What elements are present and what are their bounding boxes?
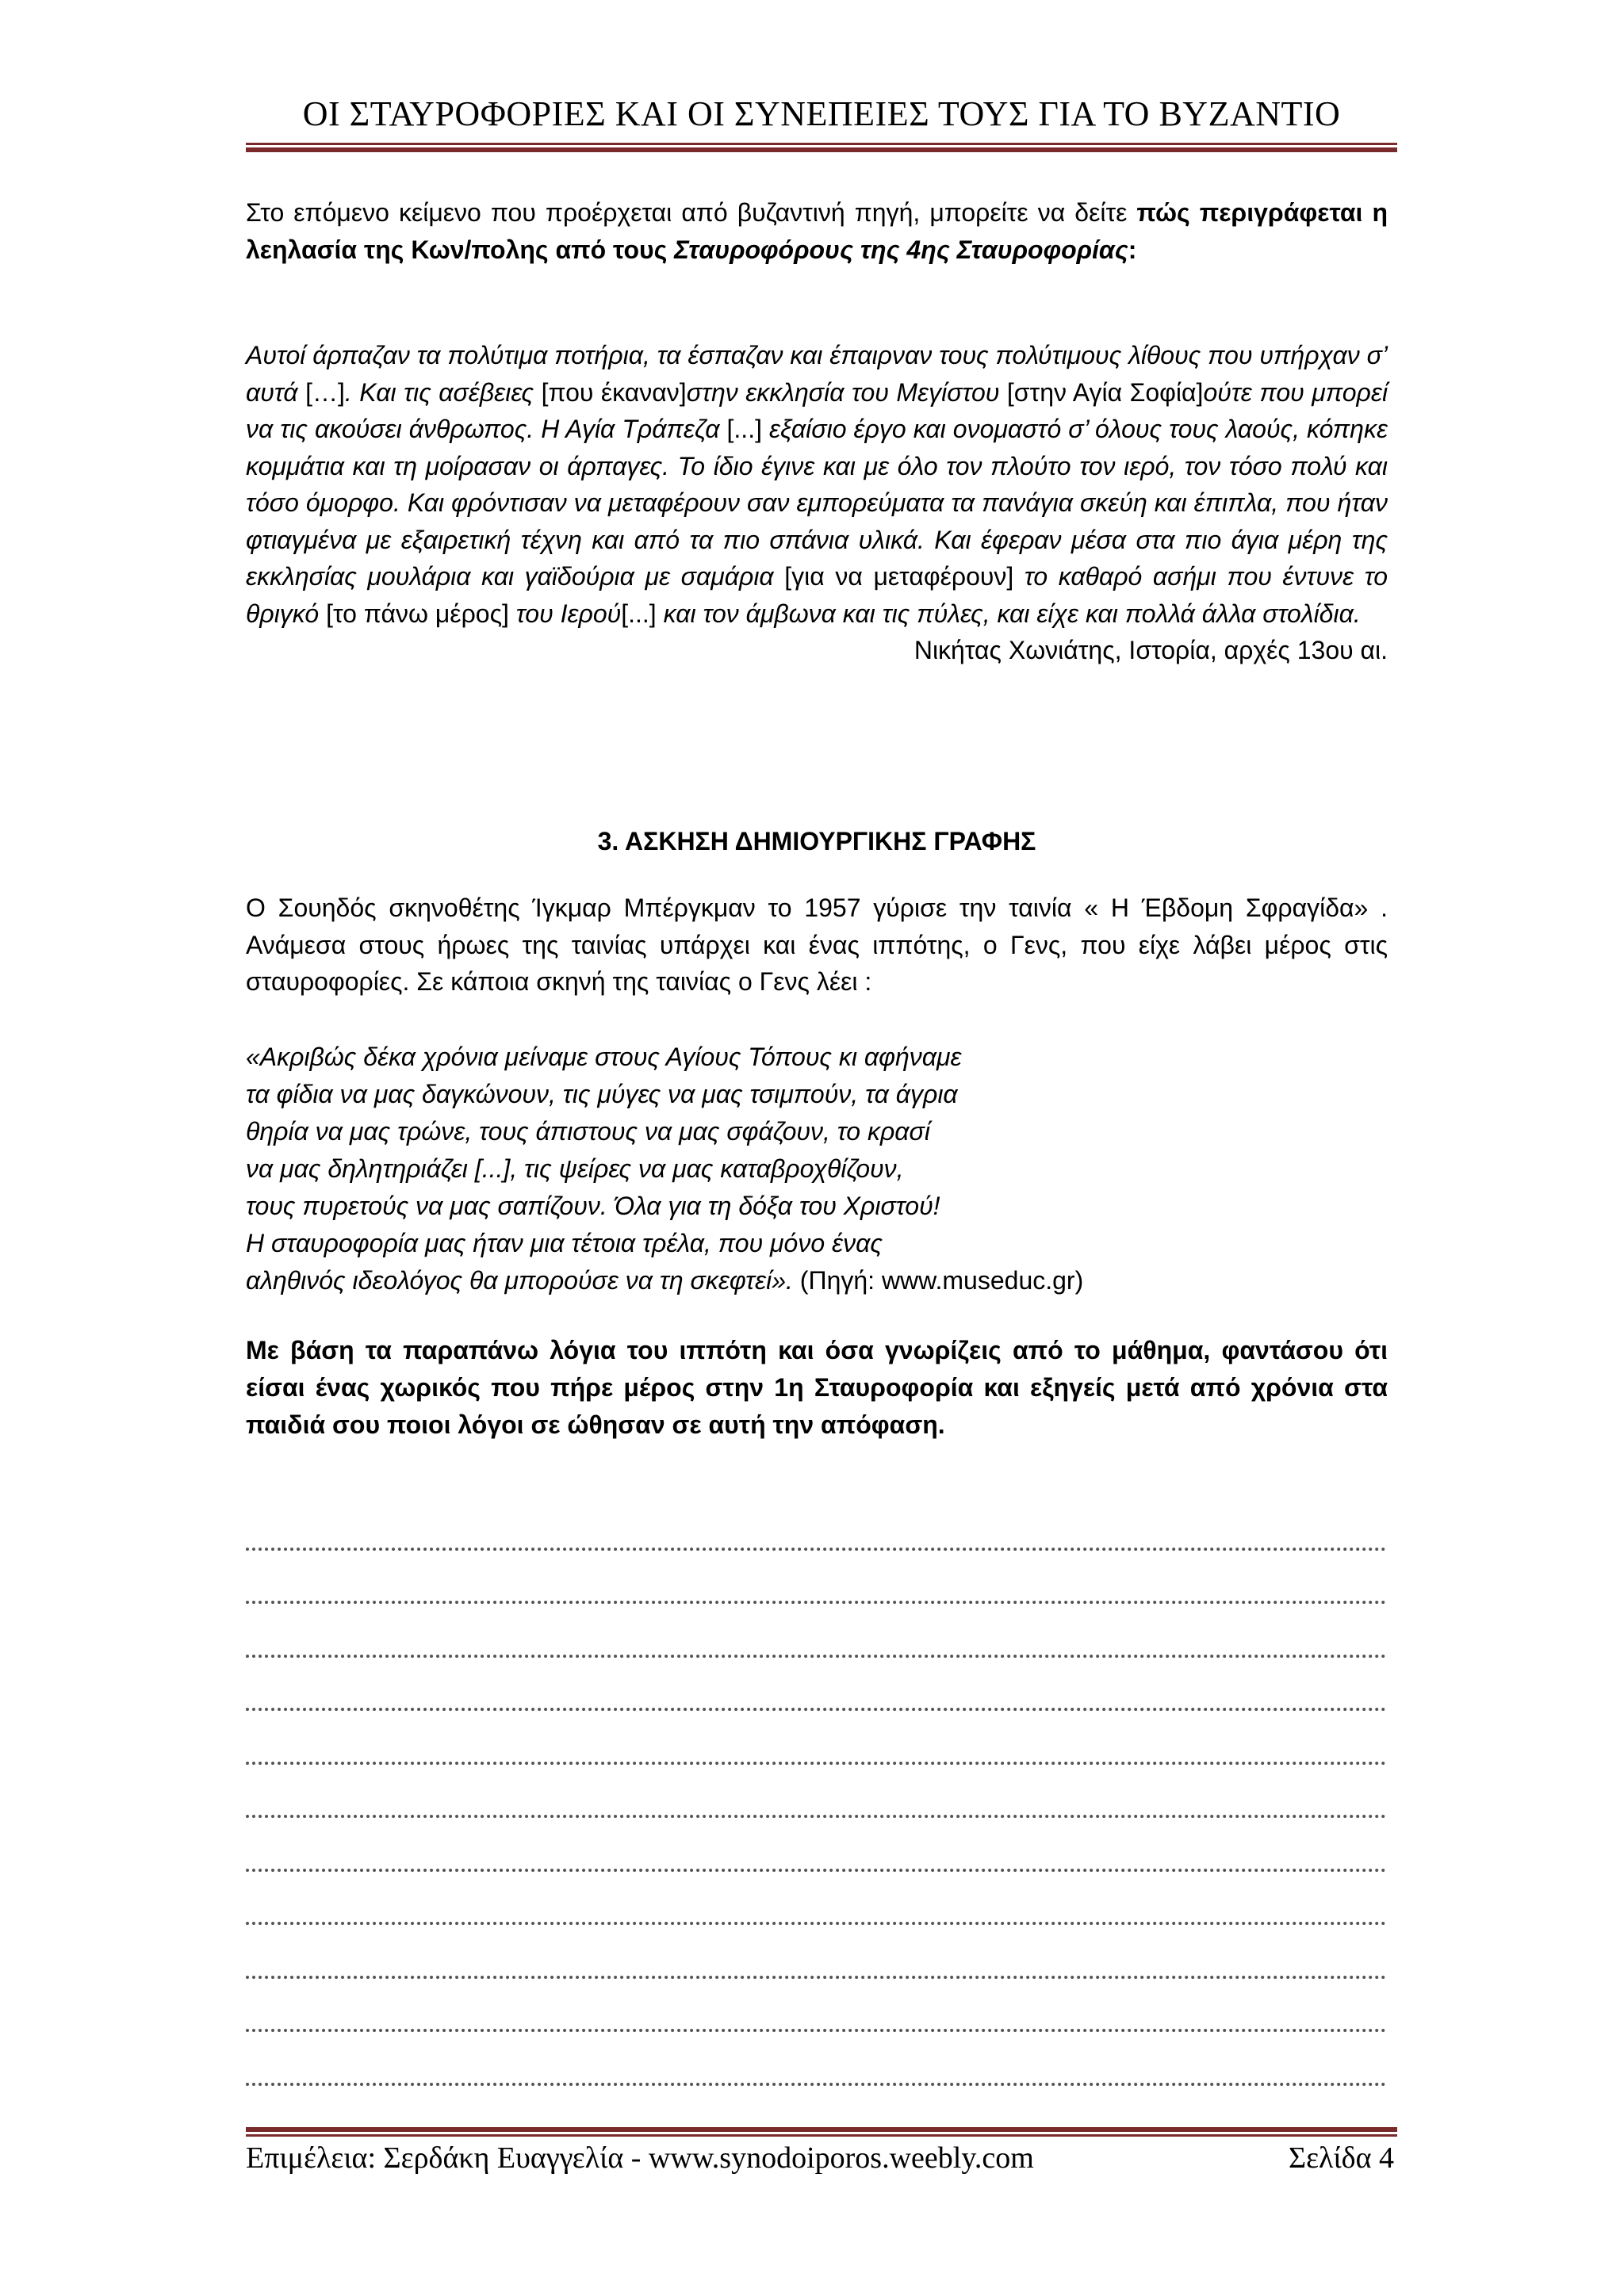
- intro-bold-text: πώς περιγράφεται η λεηλασία της Κων/πολης από τους: [246, 198, 1388, 264]
- quote-line: «Ακριβώς δέκα χρόνια μείναμε στους Αγίους Τόπους κι αφήναμε: [246, 1043, 962, 1071]
- excerpt-text: Αυτοί άρπαζαν τα πολύτιμα ποτήρια, τα έσπαζαν και έπαιρναν τους πολύτιμους λίθους που υπήρχαν σ’ αυτά: [246, 341, 1388, 407]
- answer-line[interactable]: [246, 1979, 1386, 2033]
- answer-line[interactable]: [246, 1925, 1386, 1979]
- answer-line[interactable]: [246, 1872, 1386, 1926]
- excerpt-text: το καθαρό ασήμι που έντυνε το θριγκό: [246, 562, 1388, 628]
- answer-line[interactable]: [246, 1551, 1386, 1605]
- excerpt-bracket: [που έκαναν]: [541, 377, 687, 407]
- footer-rule: [246, 2127, 1397, 2137]
- excerpt-source: Νικήτας Χωνιάτης, Ιστορία, αρχές 13ου αι.: [914, 636, 1388, 664]
- excerpt-text: . Και τις ασέβειες: [344, 377, 542, 407]
- excerpt-text: εξαίσιο έργο και ονομαστό σ’ όλους τους λαούς, κόπηκε κομμάτια και τη μοίρασαν οι άρπαγες. Το ίδιο έγινε και με όλο τον πλούτο τον ιερό, τον τόσο πολύ και τόσο όμορφο. Και φρόντισαν να μεταφέρουν σαν εμπορεύματα τα πανάγια σκεύη και έπιπλα, που ήταν φτιαγμένα με εξαιρετική τέχνη και από τα πιο σπάνια υλικά. Και έφεραν μέσα στα πιο άγια μέρη της εκκλησίας μουλάρια και γαϊδούρια με σαμάρια: [246, 415, 1388, 591]
- excerpt-text: ούτε που μπορεί να τις ακούσει άνθρωπος. Η Αγία Τράπεζα: [246, 377, 1388, 443]
- quote-line: τους πυρετούς να μας σαπίζουν. Όλα για τη δόξα του Χριστού!: [246, 1192, 940, 1220]
- answer-line[interactable]: [246, 1711, 1386, 1765]
- excerpt-text: και τον άμβωνα και τις πύλες, και είχε και πολλά άλλα στολίδια.: [656, 599, 1361, 628]
- source-excerpt: [246, 337, 1388, 669]
- answer-line[interactable]: [246, 1818, 1386, 1872]
- excerpt-text: του Ιερού: [508, 599, 622, 628]
- answer-area[interactable]: [246, 1497, 1386, 2086]
- intro-paragraph: [246, 194, 1388, 268]
- excerpt-bracket: […]: [305, 377, 345, 407]
- page-header-title: ΟΙ ΣΤΑΥΡΟΦΟΡΙΕΣ ΚΑΙ ΟΙ ΣΥΝΕΠΕΙΕΣ ΤΟΥΣ ΓΙΑ ΤΟ ΒΥΖΑΝΤΙΟ: [302, 94, 1341, 133]
- task-instructions: Με βάση τα παραπάνω λόγια του ιππότη και όσα γνωρίζεις από το μάθημα, φαντάσου ότι είσαι ένας χωρικός που πήρε μέρος στην 1η Σταυροφορία και εξηγείς μετά από χρόνια στα παιδιά σου ποιοι λόγοι σε ώθησαν σε αυτή την απόφαση.: [246, 1336, 1388, 1439]
- quote-source: (Πηγή: www.museduc.gr): [792, 1266, 1084, 1295]
- answer-line[interactable]: [246, 1658, 1386, 1712]
- header-rule: [246, 143, 1397, 152]
- quote-line: τα φίδια να μας δαγκώνουν, τις μύγες να μας τσιμπούν, τα άγρια: [246, 1080, 958, 1108]
- answer-line[interactable]: [246, 2032, 1386, 2086]
- quote-line: Η σταυροφορία μας ήταν μια τέτοια τρέλα, που μόνο ένας: [246, 1229, 883, 1257]
- quote-line-last: [246, 1262, 1388, 1299]
- excerpt-text: στην εκκλησία του Μεγίστου: [686, 377, 1007, 407]
- excerpt-bracket: [...]: [621, 599, 657, 628]
- intro-text: Στο επόμενο κείμενο που προέρχεται από βυζαντινή πηγή, μπορείτε να δείτε: [246, 198, 1137, 227]
- excerpt-bracket: [στην Αγία Σοφία]: [1006, 377, 1204, 407]
- quote-last-text: αληθινός ιδεολόγος θα μπορούσε να τη σκεφτεί».: [246, 1266, 793, 1295]
- knight-quote: [246, 1039, 1388, 1299]
- intro-colon: :: [1128, 235, 1137, 264]
- quote-line: θηρία να μας τρώνε, τους άπιστους να μας σφάζουν, το κρασί: [246, 1117, 930, 1146]
- quote-line: να μας δηλητηριάζει [...], τις ψείρες να μας καταβροχθίζουν,: [246, 1154, 904, 1183]
- answer-line[interactable]: [246, 1604, 1386, 1658]
- excerpt-bracket: [το πάνω μέρος]: [326, 599, 509, 628]
- answer-line[interactable]: [246, 1765, 1386, 1819]
- page-number: Σελίδα 4: [1288, 2141, 1394, 2175]
- film-paragraph: Ο Σουηδός σκηνοθέτης Ίγκμαρ Μπέργκμαν το 1957 γύρισε την ταινία « Η Έβδομη Σφραγίδα» . Ανάμεσα στους ήρωες της ταινίας υπάρχει και ένας ιππότης, ο Γενς, που είχε λάβει μέρος στις σταυροφορίες. Σε κάποια σκηνή της ταινίας ο Γενς λέει :: [246, 894, 1388, 996]
- section-heading: 3. ΑΣΚΗΣΗ ΔΗΜΙΟΥΡΓΙΚΗΣ ΓΡΑΦΗΣ: [597, 827, 1036, 855]
- excerpt-bracket: [για να μεταφέρουν]: [784, 562, 1014, 591]
- excerpt-bracket: [...]: [726, 415, 762, 443]
- intro-bold-italic-text: Σταυροφόρους της 4ης Σταυροφορίας: [674, 235, 1128, 264]
- footer-credit: Επιμέλεια: Σερδάκη Ευαγγελία - www.synodoiporos.weebly.com: [246, 2141, 1034, 2175]
- answer-line[interactable]: [246, 1497, 1386, 1551]
